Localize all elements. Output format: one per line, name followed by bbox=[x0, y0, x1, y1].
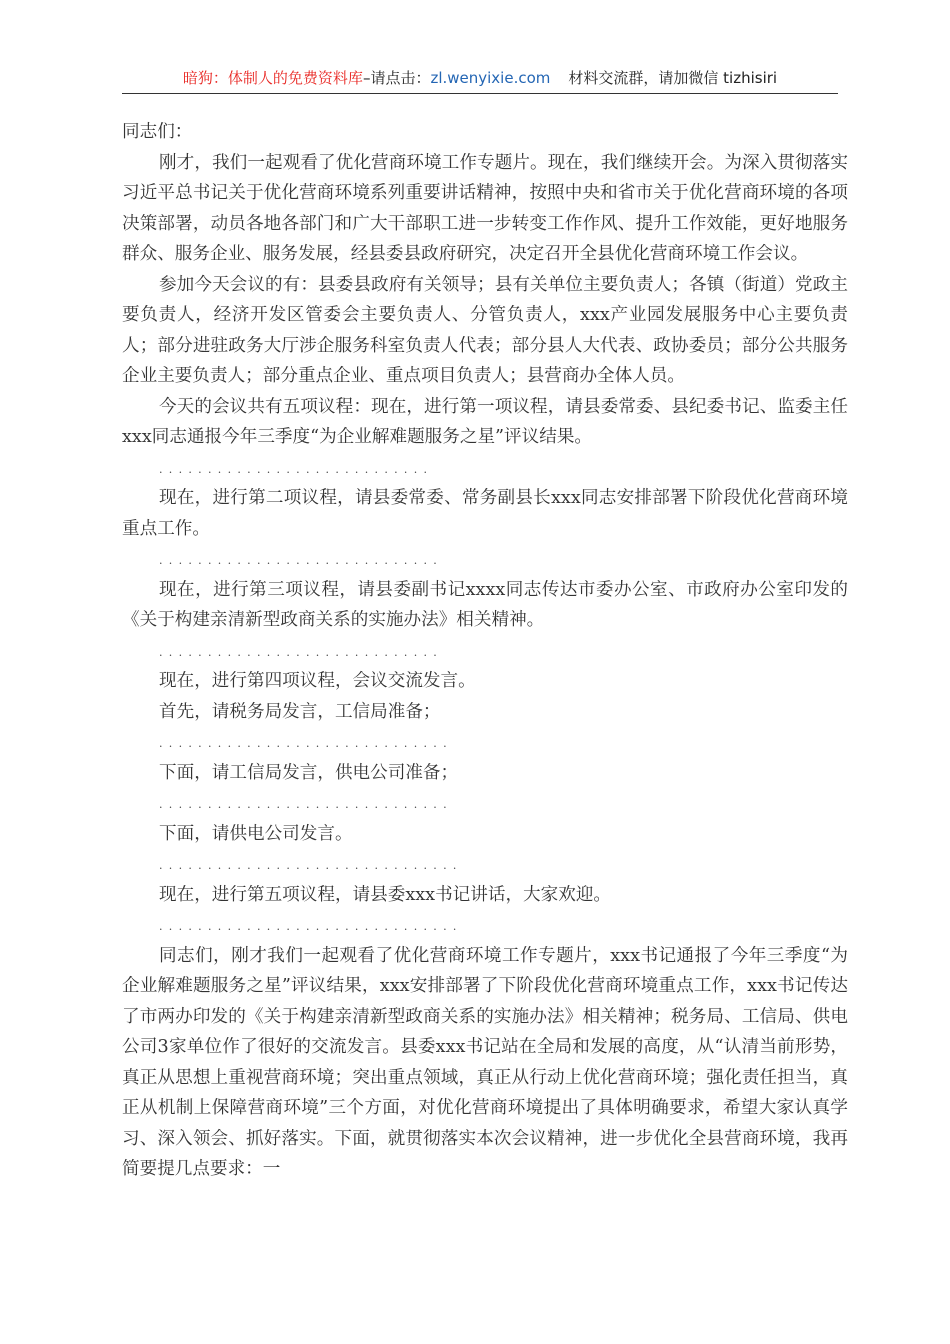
ellipsis-divider: ............................. bbox=[159, 554, 444, 567]
paragraph-agenda-5: 现在，进行第五项议程，请县委xxx书记讲话，大家欢迎。 bbox=[159, 884, 612, 905]
paragraph-agenda-1: 今天的会议共有五项议程：现在，进行第一项议程，请县委常委、县纪委书记、监委主任xxx同志通报今年三季度“为企业解难题服务之星”评议结果。 bbox=[122, 396, 848, 447]
speech-tax-bureau: 首先，请税务局发言，工信局准备； bbox=[159, 701, 441, 722]
paragraph-opening: 刚才，我们一起观看了优化营商环境工作专题片。现在，我们继续开会。为深入贯彻落实习近平总书记关于优化营商环境系列重要讲话精神，按照中央和省市关于优化营商环境的各项决策部署，动员各地各部门和广大干部职工进一步转变工作作风、提升工作效能，更好地服务群众、服务企业、服务发展，经县委县政府研究，决定召开全县优化营商环境工作会议。 bbox=[122, 152, 848, 264]
document-body bbox=[122, 117, 848, 1185]
header-link[interactable]: zl.wenyixie.com bbox=[430, 69, 551, 87]
ellipsis-divider: ............................... bbox=[159, 859, 463, 872]
page-header bbox=[122, 66, 838, 90]
header-brand: 暗狗：体制人的免费资料库 bbox=[182, 69, 363, 87]
paragraph-agenda-2: 现在，进行第二项议程，请县委常委、常务副县长xxx同志安排部署下阶段优化营商环境重点工作。 bbox=[122, 488, 848, 539]
paragraph-attendees: 参加今天会议的有：县委县政府有关领导；县有关单位主要负责人；各镇（街道）党政主要负责人，经济开发区管委会主要负责人、分管负责人，xxx产业园发展服务中心主要负责人；部分进驻政务大厅涉企服务科室负责人代表；部分县人大代表、政协委员；部分公共服务企业主要负责人；部分重点企业、重点项目负责人；县营商办全体人员。 bbox=[122, 274, 848, 386]
ellipsis-divider: ............................... bbox=[159, 920, 463, 933]
ellipsis-divider: .............................. bbox=[159, 798, 453, 811]
paragraph-closing-summary: 同志们，刚才我们一起观看了优化营商环境工作专题片，xxx书记通报了今年三季度“为企业解难题服务之星”评议结果，xxx安排部署了下阶段优化营商环境重点工作，xxx书记传达了市两办印发的《关于构建亲清新型政商关系的实施办法》相关精神；税务局、工信局、供电公司3家单位作了很好的交流发言。县委xxx书记站在全局和发展的高度，从“认清当前形势，真正从思想上重视营商环境；突出重点领域，真正从行动上优化营商环境；强化责任担当，真正从机制上保障营商环境”三个方面，对优化营商环境提出了具体明确要求，希望大家认真学习、深入领会、抓好落实。下面，就贯彻落实本次会议精神，进一步优化全县营商环境，我再简要提几点要求：一 bbox=[122, 945, 848, 1179]
salutation: 同志们： bbox=[122, 122, 193, 142]
header-divider bbox=[122, 93, 838, 94]
ellipsis-divider: ............................ bbox=[159, 462, 434, 476]
speech-power-company: 下面，请供电公司发言。 bbox=[159, 823, 353, 844]
header-group-note: 材料交流群，请加微信 tizhisiri bbox=[568, 69, 778, 87]
ellipsis-divider: ............................. bbox=[159, 645, 444, 659]
paragraph-agenda-4: 现在，进行第四项议程，会议交流发言。 bbox=[159, 671, 476, 691]
paragraph-agenda-3: 现在，进行第三项议程，请县委副书记xxxx同志传达市委办公室、市政府办公室印发的《关于构建亲清新型政商关系的实施办法》相关精神。 bbox=[122, 579, 848, 630]
header-prompt: –请点击： bbox=[362, 69, 431, 87]
speech-industry-bureau: 下面，请工信局发言，供电公司准备； bbox=[159, 762, 459, 783]
ellipsis-divider: .............................. bbox=[159, 737, 453, 750]
